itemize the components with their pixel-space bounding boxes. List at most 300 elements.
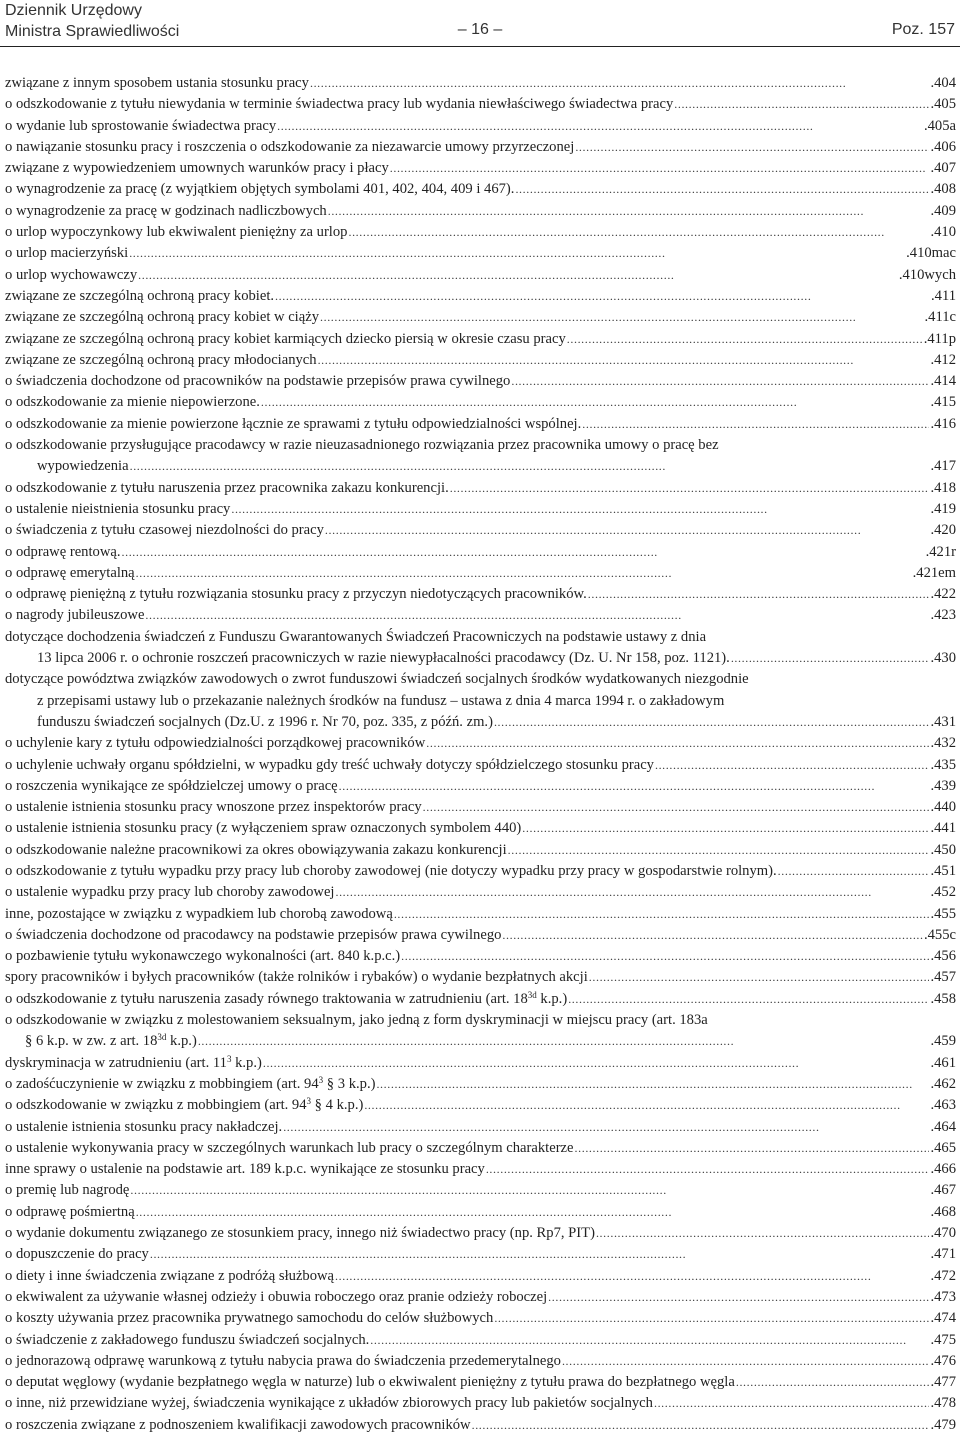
toc-entry bbox=[5, 669, 956, 733]
toc-entry-page: .455 bbox=[930, 905, 956, 922]
toc-entry-title bbox=[25, 1031, 197, 1052]
toc-entry-title: o ustalenie istnienia stosunku pracy nakładczej. bbox=[5, 1118, 283, 1135]
dot-leader bbox=[376, 1074, 929, 1095]
toc-entry bbox=[5, 1053, 956, 1074]
toc-entry bbox=[5, 94, 956, 115]
toc-entry-title: o odszkodowanie za mienie niepowierzone. bbox=[5, 394, 260, 411]
dot-leader bbox=[364, 1095, 929, 1116]
toc-entry-title: o świadczenie z zakładowego funduszu świadczeń socjalnych. bbox=[5, 1331, 370, 1348]
toc-entry-title: o świadczenia dochodzone od pracowników na podstawie przepisów prawa cywilnego bbox=[5, 373, 511, 390]
toc-entry-title: o urlop wychowawczy bbox=[5, 266, 138, 283]
toc-entry-title bbox=[5, 1074, 375, 1095]
toc-entry bbox=[5, 925, 956, 946]
toc-entry-page: .476 bbox=[930, 1352, 956, 1369]
toc-entry-page: .419 bbox=[930, 500, 956, 517]
toc-entry-page: .439 bbox=[930, 777, 956, 794]
toc-entry-title: związane ze szczególną ochroną pracy młodocianych bbox=[5, 351, 317, 368]
dot-leader bbox=[130, 1180, 929, 1201]
toc-entry-page: .414 bbox=[930, 373, 956, 390]
toc-entry-title bbox=[5, 989, 567, 1010]
toc-entry-superscript: 3 bbox=[318, 1074, 324, 1085]
toc-entry-line bbox=[5, 755, 956, 776]
dot-leader bbox=[277, 116, 923, 137]
toc-entry-line bbox=[5, 1330, 956, 1351]
toc-entry-page: .431 bbox=[930, 713, 956, 730]
dot-leader bbox=[401, 946, 929, 967]
dot-leader bbox=[318, 350, 930, 371]
toc-entry-title-part: o odszkodowanie z tytułu naruszenia zasady równego traktowania w zatrudnieniu (art. 18 bbox=[5, 990, 528, 1007]
toc-entry-title: o uchylenie uchwały organu spółdzielni, w wypadku gdy treść uchwały dotyczy spółdzielczego stosunku pracy bbox=[5, 756, 654, 773]
toc-entry-text-line: o odszkodowanie w związku z molestowaniem seksualnym, jako jedną z form dyskryminacji w miejscu pracy (art. 183a bbox=[5, 1012, 708, 1029]
dot-leader bbox=[394, 904, 930, 925]
toc-entry-page: .430 bbox=[930, 650, 956, 667]
toc-entry-page: .423 bbox=[930, 607, 956, 624]
dot-leader bbox=[335, 1266, 929, 1287]
toc-entry bbox=[5, 392, 956, 413]
toc-entry-line bbox=[5, 1138, 956, 1159]
toc-entry-title-part: § 3 k.p.) bbox=[323, 1075, 376, 1092]
toc-entry-line bbox=[5, 818, 956, 839]
toc-entry-title: o urlop macierzyński bbox=[5, 245, 129, 262]
toc-entry bbox=[5, 882, 956, 903]
toc-entry-title: o jednorazową odprawę warunkową z tytułu nabycia prawa do świadczenia przedemerytalnego bbox=[5, 1352, 561, 1369]
toc-entry-line bbox=[5, 776, 956, 797]
dot-leader bbox=[515, 179, 929, 200]
toc-entry-title: o świadczenia z tytułu czasowej niezdolności do pracy bbox=[5, 522, 324, 539]
dot-leader bbox=[736, 1372, 930, 1393]
dot-leader bbox=[582, 414, 929, 435]
dot-leader bbox=[494, 712, 930, 733]
toc-entry-page: .422 bbox=[930, 586, 956, 603]
dot-leader bbox=[674, 94, 929, 115]
toc-entry bbox=[5, 265, 956, 286]
toc-entry-page: .458 bbox=[930, 990, 956, 1007]
dot-leader bbox=[562, 1351, 930, 1372]
toc-entry bbox=[5, 1244, 956, 1265]
toc-entry bbox=[5, 286, 956, 307]
toc-entry-line bbox=[5, 1351, 956, 1372]
toc-entry bbox=[5, 222, 956, 243]
dot-leader bbox=[339, 776, 930, 797]
toc-entry-line bbox=[5, 946, 956, 967]
dot-leader bbox=[320, 307, 924, 328]
toc-entry bbox=[5, 1180, 956, 1201]
toc-entry-title-part: k.p.) bbox=[166, 1033, 197, 1050]
toc-entry-title: związane ze szczególną ochroną pracy kobiet karmiących dziecko piersią w okresie czasu pracy bbox=[5, 330, 566, 347]
toc-entry-line bbox=[5, 989, 956, 1010]
toc-entry-line bbox=[5, 1031, 956, 1052]
journal-title-line2: Ministra Sprawiedliwości bbox=[5, 23, 180, 40]
toc-entry-title: o odszkodowanie z tytułu naruszenia przez pracownika zakazu konkurencji. bbox=[5, 479, 449, 496]
toc-entry-title: inne sprawy o ustalenie na podstawie art. 189 k.p.c. wynikające ze stosunku pracy bbox=[5, 1161, 485, 1178]
dot-leader bbox=[731, 648, 930, 669]
toc-entry-title: o roszczenia związane z podnoszeniem kwalifikacji zawodowych pracowników bbox=[5, 1416, 471, 1433]
toc-entry-page: .421r bbox=[925, 543, 956, 560]
toc-entry bbox=[5, 967, 956, 988]
toc-entry bbox=[5, 371, 956, 392]
toc-entry-title-part: § 4 k.p.) bbox=[311, 1097, 364, 1114]
toc-entry-line bbox=[5, 1202, 956, 1223]
toc-entry-title: wypowiedzenia bbox=[37, 458, 129, 475]
dot-leader bbox=[370, 1330, 929, 1351]
dot-leader bbox=[335, 882, 929, 903]
toc-entry-text-line: o odszkodowanie przysługujące pracodawcy w razie nieuzasadnionego rozwiązania przez pracownika umowy o pracę bez bbox=[5, 437, 719, 454]
toc-entry-page: .421em bbox=[912, 564, 956, 581]
toc-entry-title: o deputat węglowy (wydanie bezpłatnego węgla w naturze) lub o ekwiwalent pieniężny z tytułu prawa do bezpłatnego węgla bbox=[5, 1374, 735, 1391]
toc-entry-page: .465 bbox=[930, 1139, 956, 1156]
toc-entry-title: związane z wypowiedzeniem umownych warunków pracy i płacy bbox=[5, 160, 389, 177]
dot-leader bbox=[198, 1031, 930, 1052]
toc-entry-line bbox=[5, 1074, 956, 1095]
toc-entry-page: .405 bbox=[930, 96, 956, 113]
dot-leader bbox=[588, 584, 930, 605]
dot-leader bbox=[145, 605, 929, 626]
dot-leader bbox=[283, 1117, 929, 1138]
dot-leader bbox=[472, 1415, 930, 1436]
toc-entry bbox=[5, 818, 956, 839]
toc-entry-page: .410mac bbox=[906, 245, 956, 262]
toc-entry bbox=[5, 158, 956, 179]
toc-entry bbox=[5, 1287, 956, 1308]
toc-entry bbox=[5, 1138, 956, 1159]
toc-entry-page: .457 bbox=[930, 969, 956, 986]
toc-entry-page: .432 bbox=[930, 735, 956, 752]
toc-entry-title: o odszkodowanie z tytułu niewydania w terminie świadectwa pracy lub wydania niewłaściwego świadectwa pracy bbox=[5, 96, 674, 113]
toc-entry bbox=[5, 542, 956, 563]
header-divider bbox=[0, 46, 960, 47]
toc-entry-line bbox=[5, 584, 956, 605]
toc-entry-page: .468 bbox=[930, 1203, 956, 1220]
toc-entry-title bbox=[5, 1095, 363, 1116]
toc-entry-line bbox=[5, 265, 956, 286]
toc-entry-page: .418 bbox=[930, 479, 956, 496]
dot-leader bbox=[122, 542, 925, 563]
toc-entry-page: .411p bbox=[923, 330, 956, 347]
toc-entry bbox=[5, 733, 956, 754]
toc-entry bbox=[5, 478, 956, 499]
toc-entry bbox=[5, 520, 956, 541]
dot-leader bbox=[568, 989, 929, 1010]
page-header bbox=[5, 0, 955, 44]
toc-entry-page: .452 bbox=[930, 884, 956, 901]
dot-leader bbox=[522, 818, 929, 839]
toc-entry-page: .416 bbox=[930, 415, 956, 432]
toc-entry-title-part: o zadośćuczynienie w związku z mobbingiem (art. 94 bbox=[5, 1075, 319, 1092]
toc-entry-line bbox=[5, 520, 956, 541]
toc-entry-line bbox=[5, 137, 956, 158]
toc-entry-page: .456 bbox=[930, 948, 956, 965]
toc-entry-page: .479 bbox=[930, 1416, 956, 1433]
toc-entry-title: związane z innym sposobem ustania stosunku pracy bbox=[5, 75, 309, 91]
toc-entry-title: o ustalenie wykonywania pracy w szczególnych warunkach lub pracy o szczególnym charakterze bbox=[5, 1139, 574, 1156]
toc-entry bbox=[5, 329, 956, 350]
toc-entry-line bbox=[5, 563, 956, 584]
dot-leader bbox=[654, 1393, 929, 1414]
toc-entry-title: funduszu świadczeń socjalnych (Dz.U. z 1996 r. Nr 70, poz. 335, z późń. zm.) bbox=[37, 713, 493, 730]
toc-entry-title: o odszkodowanie za mienie powierzone łącznie ze sprawami z tytułu odpowiedzialności wspólnej. bbox=[5, 415, 582, 432]
toc-entry-title-part: k.p.) bbox=[536, 990, 568, 1007]
toc-entry bbox=[5, 1074, 956, 1095]
toc-entry-line bbox=[5, 1223, 956, 1244]
toc-entry-line bbox=[5, 94, 956, 115]
dot-leader bbox=[575, 1138, 930, 1159]
toc-entry-line bbox=[5, 797, 956, 818]
toc-entry-line bbox=[5, 1095, 956, 1116]
toc-entry-title: o ustalenie istnienia stosunku pracy (z wyłączeniem spraw oznaczonych symbolem 440) bbox=[5, 820, 522, 837]
dot-leader bbox=[150, 1244, 930, 1265]
toc-entry-line bbox=[5, 1266, 956, 1287]
toc-entry bbox=[5, 1351, 956, 1372]
toc-entry-text-line: z przepisami ustawy lub o przekazanie należnych środków na fundusz – ustawa z dnia 4 marca 1994 r. o zakładowym bbox=[37, 692, 725, 709]
toc-entry-page: .464 bbox=[930, 1118, 956, 1135]
toc-entry-line bbox=[5, 392, 956, 413]
toc-entry-title: o dopuszczenie do pracy bbox=[5, 1246, 149, 1263]
dot-leader bbox=[136, 563, 912, 584]
toc-entry-line bbox=[5, 605, 956, 626]
dot-leader bbox=[486, 1159, 930, 1180]
toc-entry bbox=[5, 605, 956, 626]
toc-entry-page: .455c bbox=[923, 926, 956, 943]
dot-leader bbox=[348, 222, 929, 243]
toc-entry-page: .411 bbox=[931, 287, 956, 304]
toc-entry-line bbox=[5, 967, 956, 988]
toc-entry-line bbox=[5, 499, 956, 520]
toc-entry-title: o świadczenia dochodzone od pracodawcy na podstawie przepisów prawa cywilnego bbox=[5, 926, 502, 943]
toc-entry bbox=[5, 1010, 956, 1053]
toc-entry-title: o ustalenie istnienia stosunku pracy wnoszone przez inspektorów pracy bbox=[5, 799, 422, 816]
toc-entry-line bbox=[5, 1308, 956, 1329]
dot-leader bbox=[596, 1223, 930, 1244]
toc-entry bbox=[5, 499, 956, 520]
dot-leader bbox=[138, 265, 898, 286]
toc-entry-page: .463 bbox=[930, 1097, 956, 1114]
toc-entry-page: .420 bbox=[930, 522, 956, 539]
toc-entry-title: o ustalenie wypadku przy pracy lub choroby zawodowej bbox=[5, 884, 335, 901]
toc-entry-page: .415 bbox=[930, 394, 956, 411]
toc-entry-title: o urlop wypoczynkowy lub ekwiwalent pieniężny za urlop bbox=[5, 224, 348, 241]
dot-leader bbox=[390, 158, 930, 179]
toc-entry-title: o wynagrodzenie za pracę w godzinach nadliczbowych bbox=[5, 202, 327, 219]
toc-entry-line bbox=[5, 329, 956, 350]
toc-entry-title: o nawiązanie stosunku pracy i roszczenia o odszkodowanie za niezawarcie umowy przyrzeczonej bbox=[5, 138, 575, 155]
toc-entry bbox=[5, 776, 956, 797]
toc-entry-page: .474 bbox=[930, 1310, 956, 1327]
dot-leader bbox=[589, 967, 930, 988]
toc-entry-page: .410wych bbox=[898, 266, 956, 283]
toc-entry bbox=[5, 946, 956, 967]
toc-entry-page: .470 bbox=[930, 1225, 956, 1242]
dot-leader bbox=[325, 520, 930, 541]
toc-entry-page: .459 bbox=[930, 1033, 956, 1050]
toc-entry-page: .441 bbox=[930, 820, 956, 837]
toc-entry-title: o odprawę pieniężną z tytułu rozwiązania stosunku pracy z przyczyn niedotyczących pracowników. bbox=[5, 586, 587, 603]
toc-entry-page: .451 bbox=[930, 862, 956, 879]
toc-entry-line bbox=[5, 243, 956, 264]
toc-entry-title: o odszkodowanie z tytułu wypadku przy pracy lub choroby zawodowej (nie dotyczy wypadku przy pracy w gospodarstwie rolnym). bbox=[5, 862, 777, 879]
dot-leader bbox=[275, 286, 930, 307]
toc-entry-page: .477 bbox=[930, 1374, 956, 1391]
toc-entry bbox=[5, 563, 956, 584]
dot-leader bbox=[129, 243, 905, 264]
toc-entry-page: .440 bbox=[930, 799, 956, 816]
toc-entry bbox=[5, 1415, 956, 1436]
toc-entry-line bbox=[5, 201, 956, 222]
toc-entry-title: o odprawę rentową. bbox=[5, 543, 121, 560]
toc-entry-page: .410 bbox=[930, 224, 956, 241]
toc-entry bbox=[5, 904, 956, 925]
toc-entry-page: .412 bbox=[930, 351, 956, 368]
toc-entry-line bbox=[5, 456, 956, 477]
dot-leader bbox=[231, 499, 929, 520]
dot-leader bbox=[494, 1308, 929, 1329]
toc-entry-title: związane ze szczególną ochroną pracy kobiet. bbox=[5, 287, 275, 304]
toc-entry bbox=[5, 1372, 956, 1393]
toc-entry-title: o wydanie lub sprostowanie świadectwa pracy bbox=[5, 117, 277, 134]
dot-leader bbox=[575, 137, 929, 158]
toc-entry-page: .473 bbox=[930, 1288, 956, 1305]
toc-entry-page: .471 bbox=[930, 1246, 956, 1263]
toc-entry bbox=[5, 350, 956, 371]
toc-entry bbox=[5, 1095, 956, 1116]
toc-entry-title: spory pracowników i byłych pracowników (także rolników i rybaków) o wydanie bezpłatnych akcji bbox=[5, 969, 588, 986]
toc-entry bbox=[5, 989, 956, 1010]
dot-leader bbox=[423, 797, 930, 818]
toc-entry-page: .405a bbox=[923, 117, 956, 134]
toc-entry-page: .450 bbox=[930, 841, 956, 858]
dot-leader bbox=[310, 73, 929, 94]
toc-entry-page: .404 bbox=[930, 75, 956, 91]
toc-entry-line bbox=[5, 286, 956, 307]
journal-title-line1: Dziennik Urzędowy bbox=[5, 2, 142, 19]
dot-leader bbox=[511, 371, 929, 392]
toc-entry bbox=[5, 1223, 956, 1244]
toc-entry-title: o diety i inne świadczenia związane z podróżą służbową bbox=[5, 1267, 335, 1284]
toc-entry-line bbox=[5, 116, 956, 137]
toc-entry-title-part: dyskryminacja w zatrudnieniu (art. 11 bbox=[5, 1054, 227, 1071]
page-number: – 16 – bbox=[457, 21, 503, 38]
toc-entry-line bbox=[5, 861, 956, 882]
toc-entry-line bbox=[5, 904, 956, 925]
toc-entry bbox=[5, 1308, 956, 1329]
toc-entry bbox=[5, 179, 956, 200]
toc-entry-line bbox=[5, 648, 956, 669]
dot-leader bbox=[502, 925, 923, 946]
toc-entry-superscript: 3 bbox=[226, 1053, 232, 1064]
toc-entry bbox=[5, 755, 956, 776]
toc-entry-line bbox=[5, 1053, 956, 1074]
toc-entry bbox=[5, 1202, 956, 1223]
toc-entry bbox=[5, 73, 956, 94]
toc-entry-title: o nagrody jubileuszowe bbox=[5, 607, 145, 624]
toc-entry-line bbox=[5, 1117, 956, 1138]
toc-entry-page: .475 bbox=[930, 1331, 956, 1348]
toc-entry-title: o roszczenia wynikające ze spółdzielczej umowy o pracę bbox=[5, 777, 338, 794]
toc-entry-title: o inne, niż przewidziane wyżej, świadczenia wynikające z układów zbiorowych pracy lub pakietów socjalnych bbox=[5, 1395, 653, 1412]
toc-entry-line bbox=[5, 882, 956, 903]
toc-entry-superscript: 3d bbox=[527, 989, 537, 1000]
toc-entry-line bbox=[5, 712, 956, 733]
toc-entry bbox=[5, 435, 956, 478]
toc-entry-line bbox=[5, 1393, 956, 1414]
toc-entry-line bbox=[5, 1287, 956, 1308]
toc-entry-title-part: o odszkodowanie w związku z mobbingiem (art. 94 bbox=[5, 1097, 307, 1114]
dot-leader bbox=[261, 392, 930, 413]
toc-entry-page: .417 bbox=[930, 458, 956, 475]
toc-entry bbox=[5, 1117, 956, 1138]
dot-leader bbox=[426, 733, 929, 754]
toc-entry-line bbox=[5, 414, 956, 435]
toc-entry-line bbox=[5, 1159, 956, 1180]
toc-entry-text-line: dotyczące dochodzenia świadczeń z Funduszu Gwarantowanych Świadczeń Pracowniczych na podstawie ustawy z dnia bbox=[5, 628, 707, 645]
toc-entry-text-line: dotyczące powództwa związków zawodowych o zwrot funduszowi świadczeń socjalnych środków wydatkowanych niezgodnie bbox=[5, 671, 749, 688]
toc-entry-page: .462 bbox=[930, 1075, 956, 1092]
toc-entry bbox=[5, 1266, 956, 1287]
toc-entry-title: o wydanie dokumentu związanego ze stosunkiem pracy, innego niż świadectwo pracy (np. Rp7, PIT) bbox=[5, 1225, 595, 1242]
toc-entry-title: o odprawę emerytalną bbox=[5, 564, 135, 581]
toc-entry-line bbox=[5, 733, 956, 754]
toc-entry-line bbox=[5, 1180, 956, 1201]
toc-entry-page: .406 bbox=[930, 138, 956, 155]
toc-entry-title: o uchylenie kary z tytułu odpowiedzialności porządkowej pracowników bbox=[5, 735, 426, 752]
toc-entry-title: o odprawę pośmiertną bbox=[5, 1203, 135, 1220]
toc-entry-line bbox=[5, 350, 956, 371]
toc-entry bbox=[5, 1159, 956, 1180]
toc-entry-page: .461 bbox=[930, 1054, 956, 1071]
dot-leader bbox=[450, 478, 930, 499]
toc-entry bbox=[5, 861, 956, 882]
toc-entry bbox=[5, 414, 956, 435]
toc-entry-title: 13 lipca 2006 r. o ochronie roszczeń pracowniczych w razie niewypłacalności pracodawcy (Dz. U. Nr 158, poz. 1121). bbox=[37, 650, 730, 667]
toc-entry-line bbox=[5, 1415, 956, 1436]
toc-entry-title: o wynagrodzenie za pracę (z wyjątkiem objętych symbolami 401, 402, 404, 409 i 467). bbox=[5, 181, 515, 198]
table-of-contents bbox=[5, 73, 956, 1436]
toc-entry-superscript: 3 bbox=[306, 1096, 312, 1107]
toc-entry-title: o pozbawienie tytułu wykonawczego wykonalności (art. 840 k.p.c.) bbox=[5, 948, 401, 965]
toc-entry-page: .435 bbox=[930, 756, 956, 773]
toc-entry-line bbox=[5, 478, 956, 499]
toc-entry bbox=[5, 627, 956, 670]
toc-entry bbox=[5, 243, 956, 264]
toc-entry-title: inne, pozostające w związku z wypadkiem lub chorobą zawodową bbox=[5, 905, 393, 922]
toc-entry-title: o premię lub nagrodę bbox=[5, 1182, 130, 1199]
toc-entry-line bbox=[5, 840, 956, 861]
toc-entry-line bbox=[5, 371, 956, 392]
toc-entry-line bbox=[5, 179, 956, 200]
toc-entry-page: .472 bbox=[930, 1267, 956, 1284]
dot-leader bbox=[130, 456, 930, 477]
toc-entry bbox=[5, 1393, 956, 1414]
toc-entry-page: .467 bbox=[930, 1182, 956, 1199]
toc-entry-title-part: § 6 k.p. w zw. z art. 18 bbox=[25, 1033, 158, 1050]
toc-entry-title: o ekwiwalent za używanie własnej odzieży i obuwia roboczego oraz pranie odzieży roboczej bbox=[5, 1288, 548, 1305]
toc-entry-page: .407 bbox=[930, 160, 956, 177]
dot-leader bbox=[136, 1202, 930, 1223]
toc-entry-line bbox=[5, 158, 956, 179]
toc-entry bbox=[5, 137, 956, 158]
toc-entry-page: .409 bbox=[930, 202, 956, 219]
toc-entry-line bbox=[5, 1372, 956, 1393]
toc-entry-line bbox=[5, 307, 956, 328]
toc-entry-title: o koszty używania przez pracownika prywatnego samochodu do celów służbowych bbox=[5, 1310, 494, 1327]
dot-leader bbox=[655, 755, 929, 776]
toc-entry-line bbox=[5, 542, 956, 563]
toc-entry-line bbox=[5, 73, 956, 94]
toc-entry-page: .478 bbox=[930, 1395, 956, 1412]
toc-entry bbox=[5, 307, 956, 328]
dot-leader bbox=[548, 1287, 929, 1308]
toc-entry-page: .466 bbox=[930, 1161, 956, 1178]
dot-leader bbox=[778, 861, 930, 882]
